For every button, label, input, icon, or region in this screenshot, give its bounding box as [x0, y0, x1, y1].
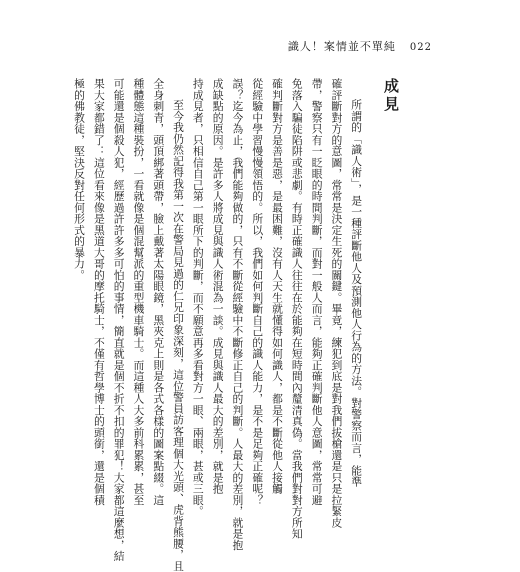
- paragraph-line: 確評斷對方的意圖，常常是決定生死的關鍵。畢竟，練犯到底是對我們拔槍還是只是拉緊皮: [330, 78, 344, 528]
- paragraph-line: 可能還是個殺人犯，經歷過許許多多可怕的事情，簡直就是個不折不扣的罪犯！大家都這麼想，結: [112, 78, 126, 562]
- paragraph-line: 持成見者，只相信自己第一眼所下的判斷，而不願意再多看對方一眼、兩眼，甚或三眼。: [191, 78, 205, 517]
- paragraph-line: 至今我仍然記得我第一次在警局見過的仁兄印象深刻，這位警員訪客理個大光頭、虎背熊腰，且: [172, 99, 186, 572]
- paragraph-line: 全身刺青，頭頂綁著頭帶，臉上戴著太陽眼鏡，黑夾克上則是各式各樣的圖案點綴。這: [152, 78, 166, 506]
- page-header: [288, 38, 432, 54]
- paragraph-line: 免落入騙徒陷阱或悲劇。有時正確識人往往在於能夠在短時間內釐清真偽。當我們對對方所知: [290, 78, 304, 540]
- paragraph-line: 種體態這種裝扮，一看就像是個混幫派的重型機車騎士。而這種人大多前科累累，甚至: [132, 78, 146, 506]
- paragraph-line: 確判斷對方是善是惡，是最困難，沒有人天生就懂得如何識人，都是不斷從他人接觸: [271, 78, 285, 495]
- paragraph-line: 所謂的「識人術」，是一種評斷他人及預測他人行為的方法。對警察而言，能準: [350, 99, 364, 488]
- paragraph-line: 從經驗中學習慢慢領悟的。所以，我們如何判斷自己的識人能力，是不是足夠正確呢？: [251, 78, 265, 506]
- paragraph-line: 極的佛教徒，堅決反對任何形式的暴力。: [73, 78, 87, 281]
- section-title: 成見: [382, 78, 400, 114]
- page-number: 022: [409, 42, 432, 53]
- paragraph-line: 帶，警察只有一眨眼的時間判斷，而對一般人而言，能夠正確判斷他人意圖，常常可避: [310, 78, 324, 506]
- paragraph-line: 果大家都錯了：這位看來像是黑道大哥的摩托騎士，不僅有哲學博士的頭銜，還是個積: [92, 78, 106, 506]
- running-header-title: 識人！案情並不單純: [287, 40, 396, 53]
- body-text: [73, 78, 400, 572]
- paragraph-line: 誤？迄今為止，我們能夠做的，只有不斷從經驗中不斷修正自己的判斷。人最大的差別，就是抱: [231, 78, 245, 551]
- paragraph-line: 成缺點的原因。是許多人將成見與識人術混為一談。成見與識人最大的差別，就是抱: [211, 78, 225, 495]
